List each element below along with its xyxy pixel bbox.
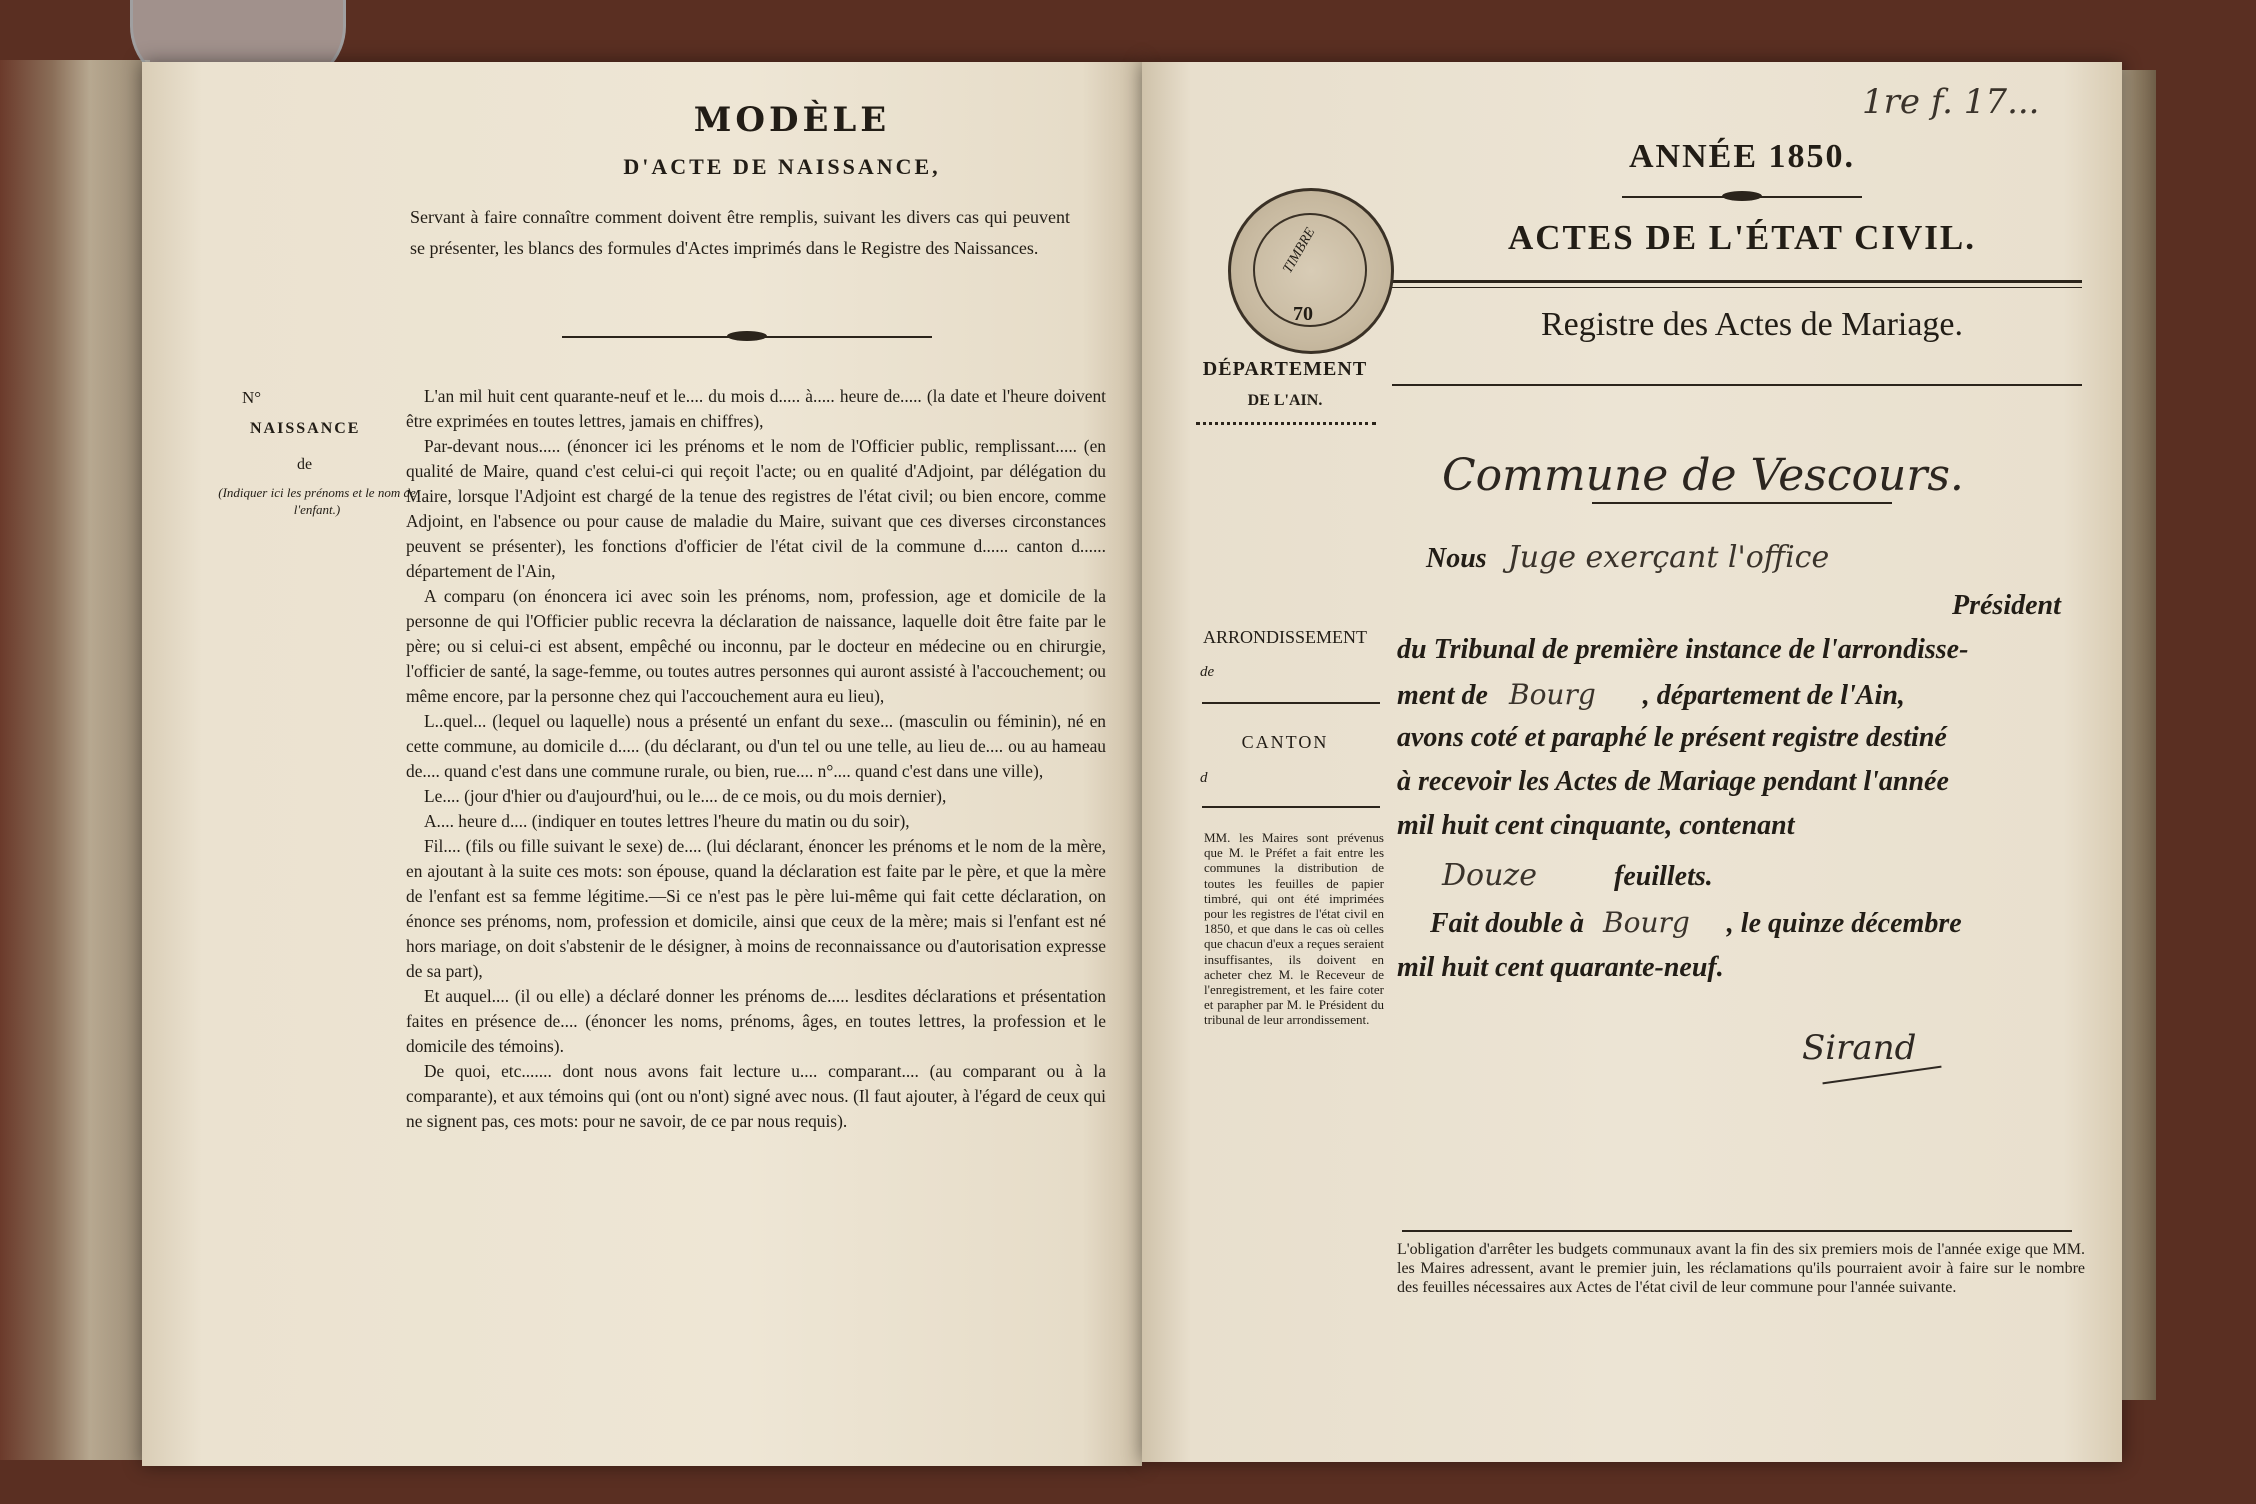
commune-handwritten: Commune de Vescours. — [1442, 450, 1964, 501]
margin-note: (Indiquer ici les prénoms et le nom de l'enfant.) — [218, 485, 416, 517]
timbre-stamp — [1228, 188, 1394, 354]
etat-civil-heading: ACTES DE L'ÉTAT CIVIL. — [1507, 218, 1977, 257]
quinze-decembre: , le quinze décembre — [1726, 908, 1962, 939]
stamp-price: 70 — [1293, 303, 1313, 325]
line-final: mil huit cent quarante-neuf. — [1397, 952, 1724, 983]
paragraph-comparu: A comparu (on énoncera ici avec soin les prénoms, nom, profession, age et domicile de la personne de qui l'Officier public recevra la déclaration de naissance, laquelle doit être faite par le père; ou si celui-ci est absent, empêché ou inconnu, par le docteur en médecine ou en chirurgie, l'officier de santé, la sage-femme, ou toutes autres personnes qui auront assisté à l'accouchement; ou même encore, par la personne chez qui l'accouchement aura eu lieu), — [406, 586, 1106, 706]
year-heading: ANNÉE 1850. — [1628, 138, 1856, 175]
paragraph-heure: A.... heure d.... (indiquer en toutes lettres l'heure du matin ou du soir), — [424, 811, 910, 831]
register-rule — [1392, 384, 2082, 386]
canton-label: CANTON — [1241, 732, 1329, 752]
arrondissement-label: ARRONDISSEMENT — [1202, 627, 1367, 647]
line-feuillets — [1442, 858, 1713, 893]
line-recevoir: à recevoir les Actes de Mariage pendant l'année — [1397, 766, 1949, 797]
president-label: Président — [1952, 590, 2061, 621]
paragraph-prenoms: Et auquel.... (il ou elle) a déclaré donner les prénoms de..... lesdites déclarations et présentation faites en présence de.... (énoncer les noms, prénoms, âges, en toutes lettres, la profession et le domicile des témoins). — [406, 986, 1106, 1056]
line-cote: avons coté et paraphé le présent registre destiné — [1397, 722, 1947, 753]
ornament-rule-small — [1622, 194, 1862, 200]
paragraph-jour: Le.... (jour d'hier ou d'aujourd'hui, ou le.... de ce mois, ou du mois dernier), — [424, 786, 947, 806]
arrondissement-de: de — [1200, 664, 1215, 680]
left-page-intro: Servant à faire connaître comment doivent être remplis, suivant les divers cas qui peuvent se présenter, les blancs des formules d'Actes imprimés dans le Registre des Naissances. — [410, 207, 1070, 258]
line-ment-de — [1397, 678, 1905, 712]
ornament-rule — [562, 334, 932, 340]
canton-d: d — [1200, 770, 1208, 786]
feuillets-label: feuillets. — [1614, 861, 1713, 892]
margin-de: de — [297, 456, 313, 473]
paragraph-enfant: L..quel... (lequel ou laquelle) nous a présenté un enfant du sexe... (masculin ou féminin), né en cette commune, au domicile d..... (du déclarant, ou d'un tel ou une telle, au lieu de.... ou au hameau de.... quand c'est dans une commune rurale, ou bien, rue.... n°.... quand c'est dans une ville), — [406, 711, 1106, 781]
departement-ain-text: , département de l'Ain, — [1642, 680, 1905, 711]
line-mil: mil huit cent cinquante, contenant — [1397, 810, 1795, 841]
right-page — [1142, 62, 2122, 1462]
arrondissement-blank — [1202, 702, 1380, 704]
footnote-rule — [1402, 1230, 2072, 1232]
nous-handwritten: Juge exerçant l'office — [1507, 540, 1830, 575]
page-edges-right — [2118, 70, 2156, 1400]
handwritten-page-number: 1re f. 17... — [1862, 82, 2040, 122]
signature-flourish — [1822, 1066, 1941, 1085]
budget-footnote: L'obligation d'arrêter les budgets communaux avant la fin des six premiers mois de l'année exige que MM. les Maires adressent, avant le premier juin, les réclamations qu'ils pourraient avoir à faire sur le nombre des feuilles nécessaires aux Actes de l'état civil de leur commune pour l'année suivante. — [1397, 1241, 2085, 1296]
departement-label: DÉPARTEMENT — [1202, 358, 1368, 380]
margin-number: N° — [242, 388, 262, 407]
paragraph-officer: Par-devant nous..... (énoncer ici les prénoms et le nom de l'Officier public, remplissant..... (en qualité de Maire, quand c'est celui-ci qui reçoit l'acte; ou en qualité d'Adjoint, par délégation du Maire, lorsque l'Adjoint est chargé de la tenue des registres de l'état civil; ou bien encore, comme Adjoint, en l'absence ou pour cause de maladie du Maire, suivant que ces diverses circonstances peuvent se présenter), les fonctions d'officier de l'état civil de la commune d...... canton d...... département de l'Ain, — [406, 436, 1106, 581]
stamp-label: TIMBRE — [1280, 225, 1319, 277]
commune-rule — [1592, 502, 1892, 504]
paragraph-filiation: Fil.... (fils ou fille suivant le sexe) de.... (lui déclarant, énoncer les prénoms et le nom de la mère, en ajoutant à la suite ces mots: son épouse, quand la déclaration est faite par le père, et que la mère de l'enfant est sa femme légitime.—Si ce n'est pas le père lui-même qui fait cette déclaration, on énonce ses prénoms, nom, profession et domicile, ainsi que ceux de la mère; mais si l'enfant est né hors mariage, on doit s'abstenir de le désigner, à moins de reconnaissance ou d'autorisation expresse de sa part), — [406, 836, 1106, 981]
ment-de-label: ment de — [1397, 680, 1488, 711]
paragraph-date: L'an mil huit cent quarante-neuf et le.... du mois d..... à..... heure de..... (la date et l'heure doivent être exprimées en toutes lettres, jamais en chiffres), — [406, 386, 1106, 431]
fait-double-label: Fait double à — [1430, 908, 1585, 939]
nous-line — [1426, 540, 1829, 575]
register-title: Registre des Actes de Mariage. — [1540, 306, 1964, 343]
line-fait-double — [1430, 906, 1962, 940]
margin-naissance: NAISSANCE — [250, 420, 361, 437]
departement-ain-label: DE L'AIN. — [1247, 392, 1323, 409]
signature: Sirand — [1802, 1028, 1917, 1068]
nous-label: Nous — [1426, 543, 1487, 574]
book-binding-left — [0, 60, 150, 1460]
maires-note: MM. les Maires sont prévenus que M. le Préfet a fait entre les communes la distribution de toutes les feuilles de papier timbré, qui ont été imprimées pour les registres de l'état civil en 1850, et que dans le cas où celles que chacun d'eux a reçues seraient insuffisantes, ils doivent en acheter chez M. le Receveur de l'enregistrement, et les faire coter et parapher par M. le Président du tribunal de leur arrondissement. — [1204, 830, 1384, 1028]
left-page-subtitle: D'ACTE DE NAISSANCE, — [623, 154, 941, 179]
fait-double-handwritten: Bourg — [1603, 906, 1690, 939]
left-page-title: MODÈLE — [693, 100, 891, 140]
ment-de-handwritten: Bourg — [1509, 678, 1596, 711]
douze-handwritten: Douze — [1442, 858, 1537, 893]
wavy-rule — [1196, 422, 1376, 429]
left-page — [142, 62, 1142, 1466]
line-tribunal: du Tribunal de première instance de l'arrondisse- — [1397, 634, 1969, 665]
canton-blank — [1202, 806, 1380, 808]
model-act-body — [406, 384, 1106, 1134]
paragraph-lecture: De quoi, etc....... dont nous avons fait lecture u.... comparant.... (au comparant ou à la comparante), et aux témoins qui (ont ou n'ont) signé avec nous. (Il faut ajouter, à l'égard de ceux qui ne signent pas, ces mots: pour ne savoir, de ce par nous requis). — [406, 1061, 1106, 1131]
heading-double-rule — [1392, 280, 2082, 288]
